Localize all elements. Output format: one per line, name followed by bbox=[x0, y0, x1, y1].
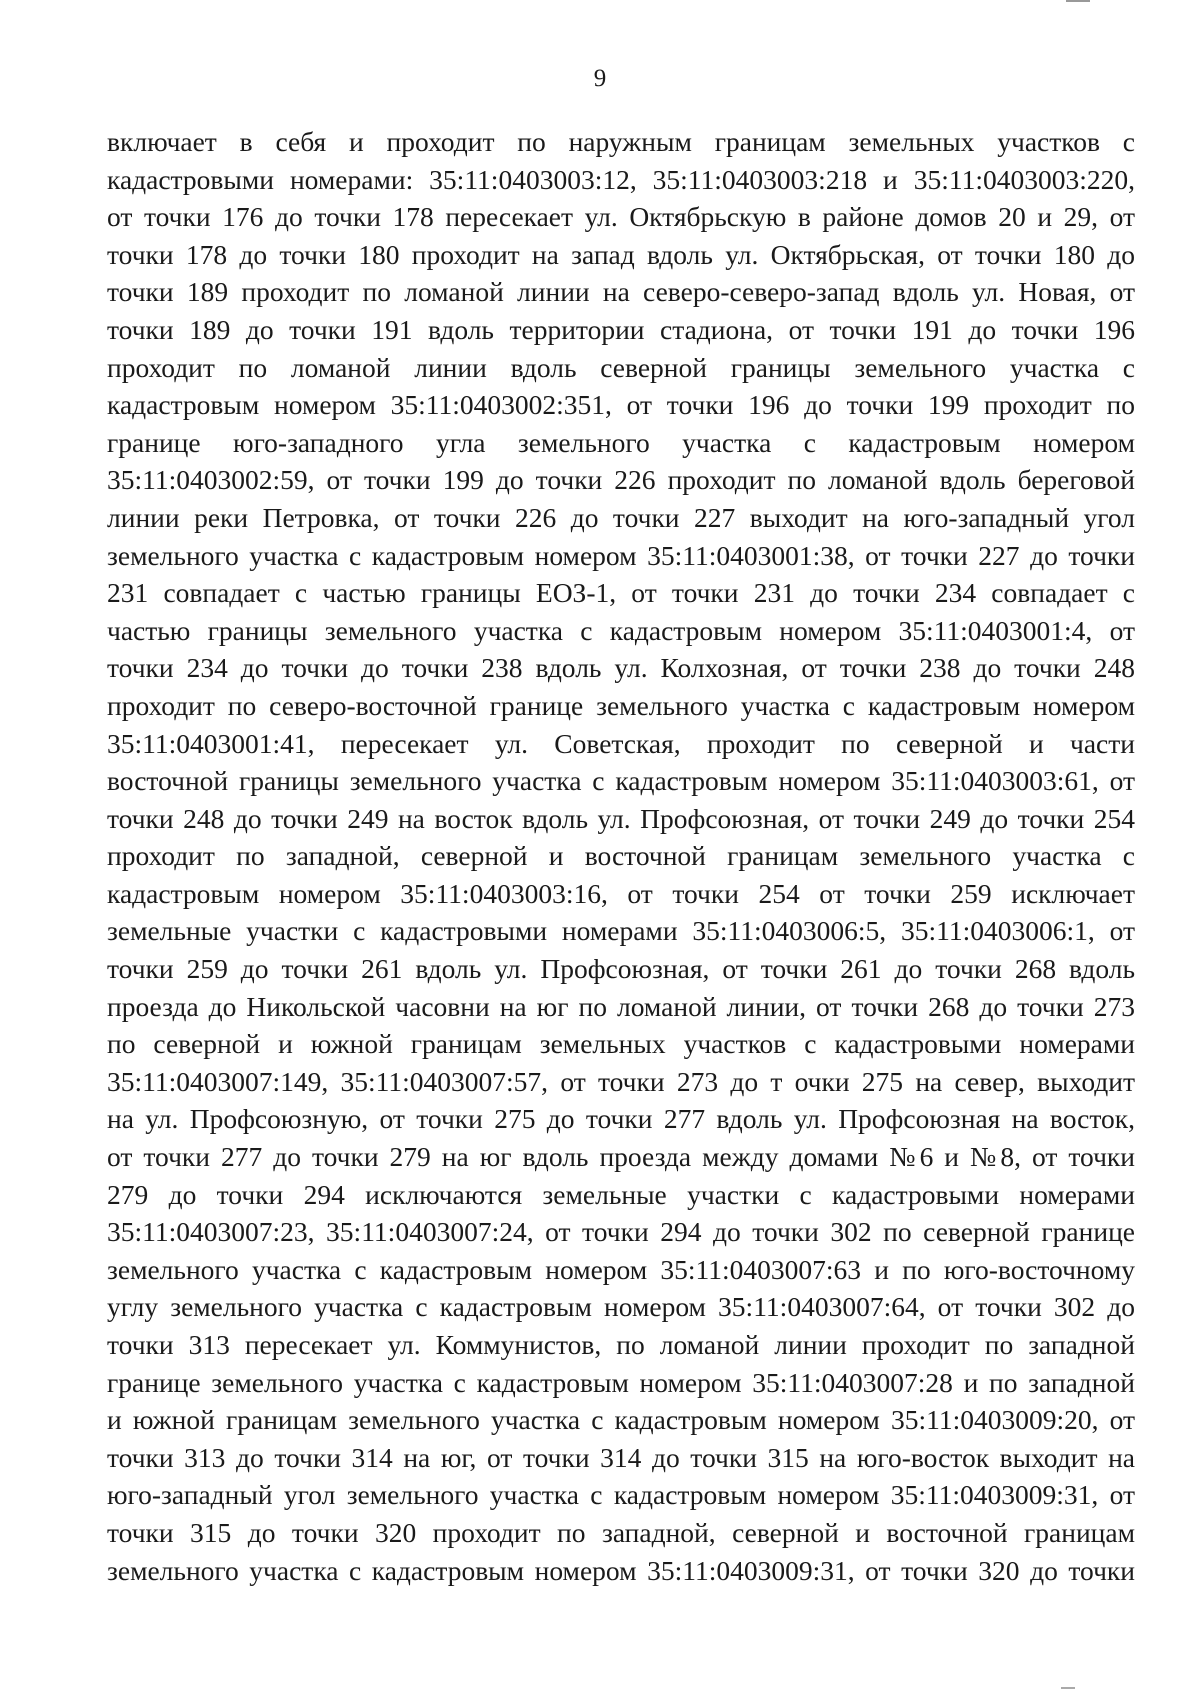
text-line: юго-западный угол земельного участка с кадастровым номером 35:11:0403009:31, от bbox=[107, 1479, 1135, 1511]
document-body bbox=[107, 123, 1135, 1589]
text-line: границе юго-западного угла земельного участка с кадастровым номером bbox=[107, 426, 1135, 458]
text-line: на ул. Профсоюзную, от точки 275 до точки 277 вдоль ул. Профсоюзная на восток, bbox=[107, 1103, 1135, 1135]
text-line: 35:11:0403001:41, пересекает ул. Советская, проходит по северной и части bbox=[107, 727, 1135, 759]
text-line: по северной и южной границам земельных участков с кадастровыми номерами bbox=[107, 1028, 1135, 1060]
page-number: 9 bbox=[593, 65, 607, 92]
text-line: точки 259 до точки 261 вдоль ул. Профсоюзная, от точки 261 до точки 268 вдоль bbox=[107, 953, 1135, 985]
text-line: кадастровыми номерами: 35:11:0403003:12, 35:11:0403003:218 и 35:11:0403003:220, bbox=[107, 163, 1135, 195]
scan-bottom-mark bbox=[1061, 1677, 1075, 1689]
text-line: 35:11:0403007:23, 35:11:0403007:24, от точки 294 до точки 302 по северной границе bbox=[107, 1216, 1135, 1248]
text-line: линии реки Петровка, от точки 226 до точки 227 выходит на юго-западный угол bbox=[107, 501, 1135, 533]
text-line: земельного участка с кадастровым номером 35:11:0403007:63 и по юго-восточному bbox=[107, 1253, 1135, 1285]
text-line: от точки 176 до точки 178 пересекает ул. Октябрьскую в районе домов 20 и 29, от bbox=[107, 201, 1135, 233]
text-line: точки 178 до точки 180 проходит на запад вдоль ул. Октябрьская, от точки 180 до bbox=[107, 238, 1135, 270]
text-line: включает в себя и проходит по наружным границам земельных участков с bbox=[107, 126, 1135, 157]
text-line: 35:11:0403002:59, от точки 199 до точки 226 проходит по ломаной вдоль береговой bbox=[107, 464, 1135, 496]
text-line: проходит по ломаной линии вдоль северной границы земельного участка с bbox=[107, 351, 1135, 383]
text-line: точки 313 пересекает ул. Коммунистов, по ломаной линии проходит по западной bbox=[107, 1329, 1135, 1360]
text-line: точки 234 до точки до точки 238 вдоль ул. Колхозная, от точки 238 до точки 248 bbox=[107, 652, 1135, 684]
text-line: проходит по северо-восточной границе земельного участка с кадастровым номером bbox=[107, 689, 1135, 721]
text-line: проезда до Никольской часовни на юг по ломаной линии, от точки 268 до точки 273 bbox=[107, 990, 1135, 1022]
text-line: углу земельного участка с кадастровым номером 35:11:0403007:64, от точки 302 до bbox=[107, 1291, 1135, 1323]
text-line: точки 189 до точки 191 вдоль территории стадиона, от точки 191 до точки 196 bbox=[107, 313, 1135, 345]
text-line: кадастровым номером 35:11:0403003:16, от точки 254 от точки 259 исключает bbox=[107, 877, 1135, 909]
text-line: 279 до точки 294 исключаются земельные участки с кадастровыми номерами bbox=[107, 1178, 1135, 1210]
text-line: и южной границам земельного участка с кадастровым номером 35:11:0403009:20, от bbox=[107, 1404, 1135, 1436]
text-line: проходит по западной, северной и восточной границам земельного участка с bbox=[107, 840, 1135, 872]
text-line: земельного участка с кадастровым номером 35:11:0403009:31, от точки 320 до точки bbox=[107, 1554, 1135, 1586]
text-line: точки 315 до точки 320 проходит по западной, северной и восточной границам bbox=[107, 1516, 1135, 1548]
text-line: восточной границы земельного участка с кадастровым номером 35:11:0403003:61, от bbox=[107, 765, 1135, 797]
text-line: кадастровым номером 35:11:0403002:351, от точки 196 до точки 199 проходит по bbox=[107, 389, 1135, 421]
text-line: 35:11:0403007:149, 35:11:0403007:57, от точки 273 до т очки 275 на север, выходит bbox=[107, 1065, 1135, 1097]
text-line: частью границы земельного участка с кадастровым номером 35:11:0403001:4, от bbox=[107, 614, 1135, 646]
text-line: точки 248 до точки 249 на восток вдоль ул. Профсоюзная, от точки 249 до точки 254 bbox=[107, 802, 1135, 834]
text-line: точки 189 проходит по ломаной линии на северо-северо-запад вдоль ул. Новая, от bbox=[107, 276, 1135, 308]
text-line: от точки 277 до точки 279 на юг вдоль проезда между домами №6 и №8, от точки bbox=[107, 1141, 1135, 1173]
text-line: земельного участка с кадастровым номером 35:11:0403001:38, от точки 227 до точки bbox=[107, 539, 1135, 571]
text-line: границе земельного участка с кадастровым номером 35:11:0403007:28 и по западной bbox=[107, 1366, 1135, 1398]
text-line: земельные участки с кадастровыми номерами 35:11:0403006:5, 35:11:0403006:1, от bbox=[107, 915, 1135, 947]
text-line: точки 313 до точки 314 на юг, от точки 314 до точки 315 на юго-восток выходит на bbox=[107, 1441, 1135, 1473]
text-line: 231 совпадает с частью границы ЕОЗ-1, от точки 231 до точки 234 совпадает с bbox=[107, 577, 1135, 609]
scan-corner-mark bbox=[1066, 0, 1090, 6]
